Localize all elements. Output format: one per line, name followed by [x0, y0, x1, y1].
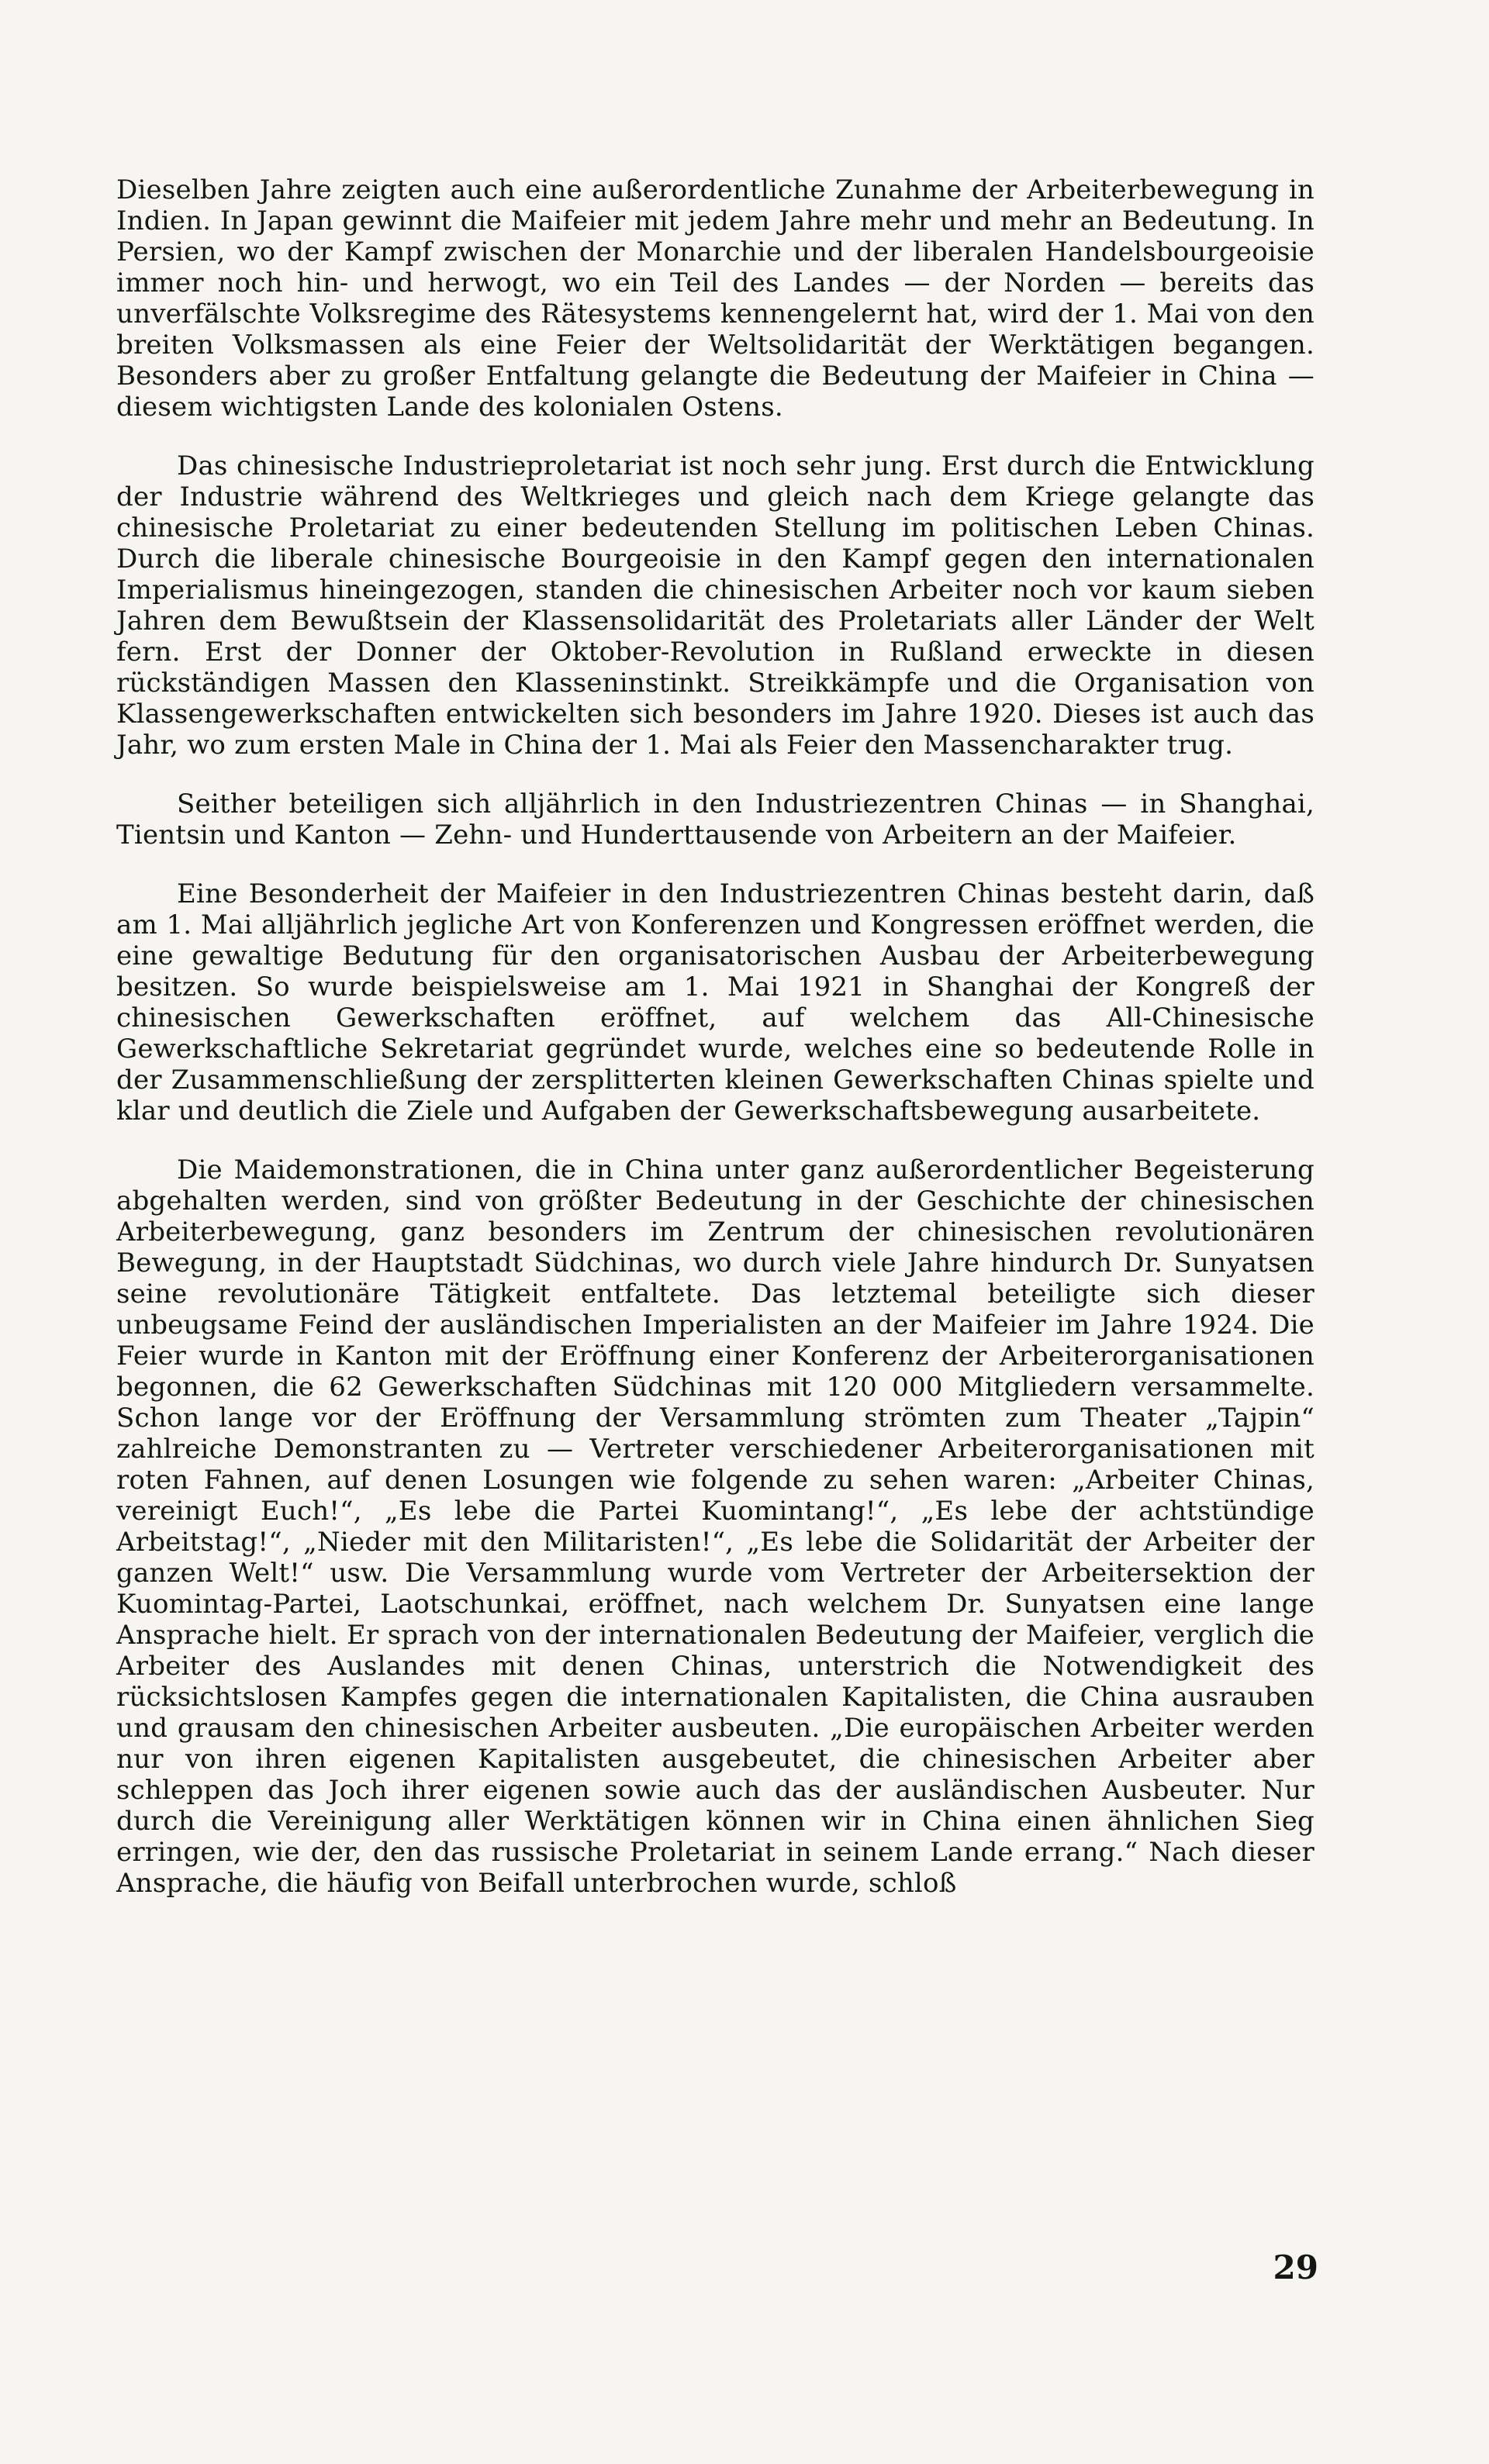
paragraph-5: Die Maidemonstrationen, die in China unter ganz außerordentlicher Begeisterung abgehalten werden, sind von größter Bedeutung in der Geschichte der chinesischen Arbeiterbewegung, ganz besonders im Zentrum der chinesischen revolutionären Bewegung, in der Hauptstadt Südchinas, wo durch viele Jahre hindurch Dr. Sunyatsen seine revolutionäre Tätigkeit entfaltete. Das letztemal beteiligte sich dieser unbeugsame Feind der ausländischen Imperialisten an der Maifeier im Jahre 1924. Die Feier wurde in Kanton mit der Eröffnung einer Konferenz der Arbeiterorganisationen begonnen, die 62 Gewerkschaften Südchinas mit 120 000 Mitgliedern versammelte. Schon lange vor der Eröffnung der Versammlung strömten zum Theater „Tajpin“ zahlreiche Demonstranten zu — Vertreter verschiedener Arbeiterorganisationen mit roten Fahnen, auf denen Losungen wie folgende zu sehen waren: „Arbeiter Chinas, vereinigt Euch!“, „Es lebe die Partei Kuomintang!“, „Es lebe der achtstündige Arbeitstag!“, „Nieder mit den Militaristen!“, „Es lebe die Solidarität der Arbeiter der ganzen Welt!“ usw. Die Versammlung wurde vom Vertreter der Arbeitersektion der Kuomintag-Partei, Laotschunkai, eröffnet, nach welchem Dr. Sunyatsen eine lange Ansprache hielt. Er sprach von der internationalen Bedeutung der Maifeier, verglich die Arbeiter des Auslandes mit denen Chinas, unterstrich die Notwendigkeit des rücksichtslosen Kampfes gegen die internationalen Kapitalisten, die China ausrauben und grausam den chinesischen Arbeiter ausbeuten. „Die europäischen Arbeiter werden nur von ihren eigenen Kapitalisten ausgebeutet, die chinesischen Arbeiter aber schleppen das Joch ihrer eigenen sowie auch das der ausländischen Ausbeuter. Nur durch die Vereinigung aller Werktätigen können wir in China einen ähnlichen Sieg erringen, wie der, den das russische Proletariat in seinem Lande errang.“ Nach dieser Ansprache, die häufig von Beifall unterbrochen wurde, schloß: [116, 1154, 1315, 1899]
paragraph-3: Seither beteiligen sich alljährlich in den Industriezentren Chinas — in Shanghai, Tientsin und Kanton — Zehn- und Hunderttausende von Arbeitern an der Maifeier.: [116, 789, 1315, 851]
paragraph-1: Dieselben Jahre zeigten auch eine außerordentliche Zunahme der Arbeiterbewegung in Indien. In Japan gewinnt die Maifeier mit jedem Jahre mehr und mehr an Bedeutung. In Persien, wo der Kampf zwischen der Monarchie und der liberalen Handelsbourgeoisie immer noch hin- und herwogt, wo ein Teil des Landes — der Norden — bereits das unverfälschte Volksregime des Rätesystems kennengelernt hat, wird der 1. Mai von den breiten Volksmassen als eine Feier der Weltsolidarität der Werktätigen begangen. Besonders aber zu großer Entfaltung gelangte die Bedeutung der Maifeier in China — diesem wichtigsten Lande des kolonialen Ostens.: [116, 174, 1315, 423]
page-body: [116, 174, 1315, 1899]
page-number: 29: [1273, 2248, 1318, 2286]
paragraph-2: Das chinesische Industrieproletariat ist noch sehr jung. Erst durch die Entwicklung der Industrie während des Weltkrieges und gleich nach dem Kriege gelangte das chinesische Proletariat zu einer bedeutenden Stellung im politischen Leben Chinas. Durch die liberale chinesische Bourgeoisie in den Kampf gegen den internationalen Imperialismus hineingezogen, standen die chinesischen Arbeiter noch vor kaum sieben Jahren dem Bewußtsein der Klassensolidarität des Proletariats aller Länder der Welt fern. Erst der Donner der Oktober-Revolution in Rußland erweckte in diesen rückständigen Massen den Klasseninstinkt. Streikkämpfe und die Organisation von Klassengewerkschaften entwickelten sich besonders im Jahre 1920. Dieses ist auch das Jahr, wo zum ersten Male in China der 1. Mai als Feier den Massencharakter trug.: [116, 450, 1315, 761]
paragraph-4: Eine Besonderheit der Maifeier in den Industriezentren Chinas besteht darin, daß am 1. Mai alljährlich jegliche Art von Konferenzen und Kongressen eröffnet werden, die eine gewaltige Bedutung für den organisatorischen Ausbau der Arbeiterbewegung besitzen. So wurde beispielsweise am 1. Mai 1921 in Shanghai der Kongreß der chinesischen Gewerkschaften eröffnet, auf welchem das All-Chinesische Gewerkschaftliche Sekretariat gegründet wurde, welches eine so bedeutende Rolle in der Zusammenschließung der zersplitterten kleinen Gewerkschaften Chinas spielte und klar und deutlich die Ziele und Aufgaben der Gewerkschaftsbewegung ausarbeitete.: [116, 878, 1315, 1127]
